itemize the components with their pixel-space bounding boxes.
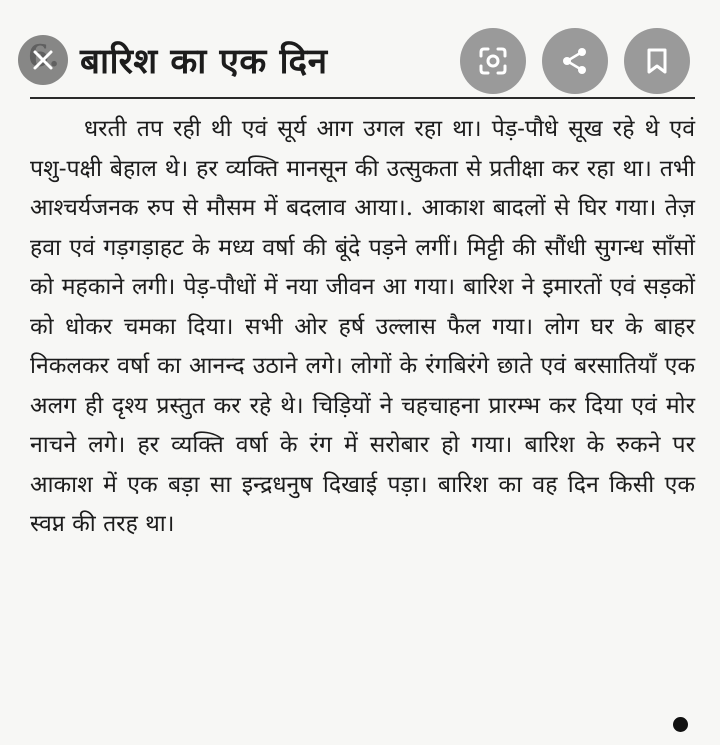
bookmark-icon bbox=[645, 47, 669, 75]
page-title: बारिश का एक दिन bbox=[80, 41, 328, 82]
share-button[interactable] bbox=[542, 28, 608, 94]
close-button[interactable] bbox=[18, 35, 68, 85]
lens-icon bbox=[477, 45, 509, 77]
action-toolbar bbox=[460, 28, 690, 94]
passage bbox=[30, 110, 695, 545]
share-icon bbox=[560, 46, 590, 76]
bookmark-button[interactable] bbox=[624, 28, 690, 94]
page-end-marker bbox=[673, 717, 688, 732]
heading-divider bbox=[30, 97, 695, 99]
heading-row bbox=[18, 30, 458, 90]
passage-paragraph: धरती तप रही थी एवं सूर्य आग उगल रहा था। पेड़-पौधे सूख रहे थे एवं पशु-पक्षी बेहाल थे। हर व्यक्ति मानसून की उत्सुकता से प्रतीक्षा कर रहा था। तभी आश्चर्यजनक रुप से मौसम में बदलाव आया।. आकाश बादलों से घिर गया। तेज़ हवा एवं गड़गड़ाहट के मध्य वर्षा की बूंदे पड़ने लगीं। मिट्टी की सौंधी सुगन्ध साँसों को महकाने लगी। पेड़-पौधों में नया जीवन आ गया। बारिश ने इमारतों एवं सड़कों को धोकर चमका दिया। सभी ओर हर्ष उल्लास फैल गया। लोग घर के बाहर निकलकर वर्षा का आनन्द उठाने लगे। लोगों के रंगबिरंगे छाते एवं बरसातियाँ एक अलग ही दृश्य प्रस्तुत कर रहे थे। चिड़ियों ने चहचाहना प्रारम्भ कर दिया एवं मोर नाचने लगे। हर व्यक्ति वर्षा के रंग में सरोबार हो गया। बारिश के रुकने पर आकाश में एक बड़ा सा इन्द्रधनुष दिखाई पड़ा। बारिश का वह दिन किसी एक स्वप्न की तरह था। bbox=[30, 116, 695, 537]
close-icon bbox=[31, 48, 55, 72]
lens-button[interactable] bbox=[460, 28, 526, 94]
